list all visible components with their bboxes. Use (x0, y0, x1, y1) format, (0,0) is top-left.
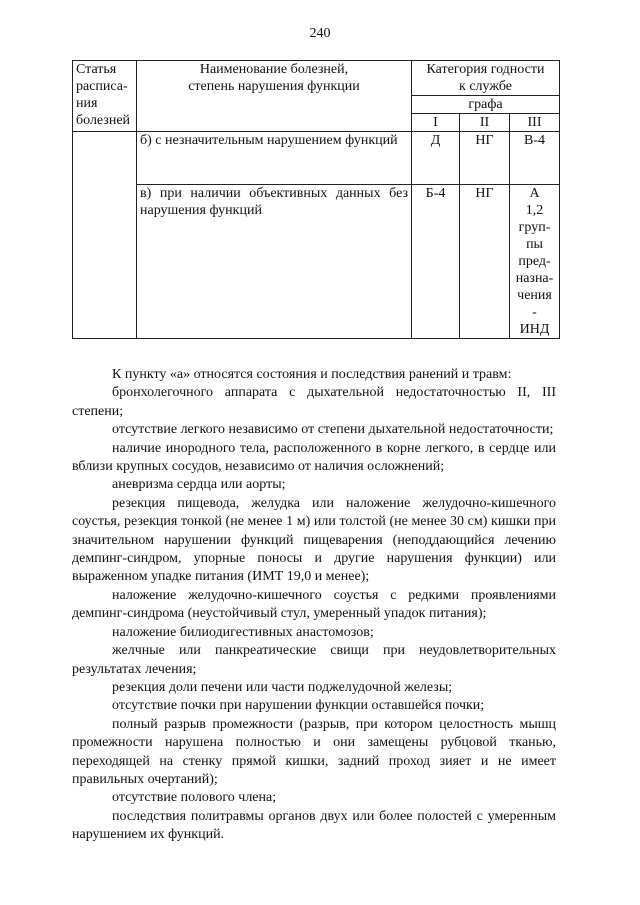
row-v-col-3 (510, 185, 560, 339)
header-col-1: I (412, 114, 460, 132)
row-v-col-3-line: чения (517, 288, 552, 303)
body-text (72, 366, 556, 845)
header-article-line: ния (76, 96, 98, 111)
page-number: 240 (309, 26, 331, 41)
paragraph: резекция пищевода, желудка или наложение желудочно-кишечного соустья, резекция тонкой (не менее 1 м) или толстой (не менее 30 см) кишки при значительном нарушении функций пищеварения (неподдающийся лечению демпинг-синдром, упорные поносы и другие нарушения функции) или выраженном упадке питания (ИМТ 19,0 и менее); (72, 495, 556, 585)
row-b-col-3: В-4 (510, 132, 560, 185)
row-name-b: б) с незначительным нарушением функций (137, 132, 412, 185)
paragraph: наложение билиодигестивных анастомозов; (112, 624, 374, 640)
header-article-line: расписа- (76, 79, 128, 94)
row-v-col-3-line: назна- (515, 271, 554, 286)
table-row (73, 132, 560, 185)
paragraph: наличие инородного тела, расположенного в корне легкого, в сердце или вблизи крупных сосудов, независимо от наличия осложнений; (72, 440, 556, 475)
paragraph: наложение желудочно-кишечного соустья с редкими проявлениями демпинг-синдрома (неустойчивый стул, умеренный упадок питания); (72, 587, 556, 622)
row-b-col-2: НГ (460, 132, 510, 185)
paragraph: желчные или панкреатические свищи при неудовлетворительных результатах лечения; (72, 643, 556, 677)
header-category-line: Категория годности (426, 62, 545, 77)
disease-schedule-table (72, 60, 560, 339)
row-v-col-3-line: - (532, 305, 537, 320)
row-v-col-3-line: пы (526, 237, 543, 252)
row-v-col-2: НГ (460, 185, 510, 339)
table-row (73, 185, 560, 339)
header-graph: графа (412, 96, 560, 114)
header-name-line: Наименование болезней, (199, 62, 349, 77)
row-v-col-3-line: А (529, 186, 540, 201)
paragraph: полный разрыв промежности (разрыв, при котором целостность мышц промежности нарушена полностью и они замещены рубцовой тканью, переходящей на стенку прямой кишки, задний проход зияет и не имеет правильных очертаний); (72, 716, 556, 787)
header-col-3: III (510, 114, 560, 132)
header-fitness-category (412, 61, 560, 96)
row-b-col-1: Д (412, 132, 460, 185)
paragraph: отсутствие почки при нарушении функции оставшейся почки; (112, 698, 485, 714)
row-v-col-3-line: 1,2 (525, 203, 544, 218)
paragraph: бронхолегочного аппарата с дыхательной недостаточностью II, III степени; (72, 385, 556, 419)
paragraph: аневризма сердца или аорты; (112, 477, 286, 493)
row-v-col-3-line: пред- (518, 254, 551, 269)
header-article-line: Статья (76, 62, 117, 77)
paragraph: последствия политравмы органов двух или более полостей с умеренным нарушением их функций. (72, 808, 556, 843)
header-disease-name (137, 61, 412, 132)
paragraph: отсутствие полового члена; (112, 790, 277, 806)
header-article (73, 61, 137, 132)
row-name-v: в) при наличии объективных данных без нарушения функций (137, 185, 412, 339)
paragraph: резекция доли печени или части поджелудочной железы; (112, 679, 453, 695)
header-name-line: степень нарушения функции (188, 79, 360, 94)
header-category-line: к службе (459, 79, 512, 94)
article-cell-empty (73, 132, 137, 339)
paragraph: К пункту «а» относятся состояния и последствия ранений и травм: (112, 367, 512, 382)
header-col-2: II (460, 114, 510, 132)
paragraph: отсутствие легкого независимо от степени дыхательной недостаточности; (112, 422, 554, 438)
row-v-col-3-line: ИНД (519, 322, 550, 337)
header-article-line: болезней (76, 113, 131, 128)
row-v-col-3-line: груп- (518, 220, 551, 235)
row-v-col-1: Б-4 (412, 185, 460, 339)
table-header-row (73, 61, 560, 96)
